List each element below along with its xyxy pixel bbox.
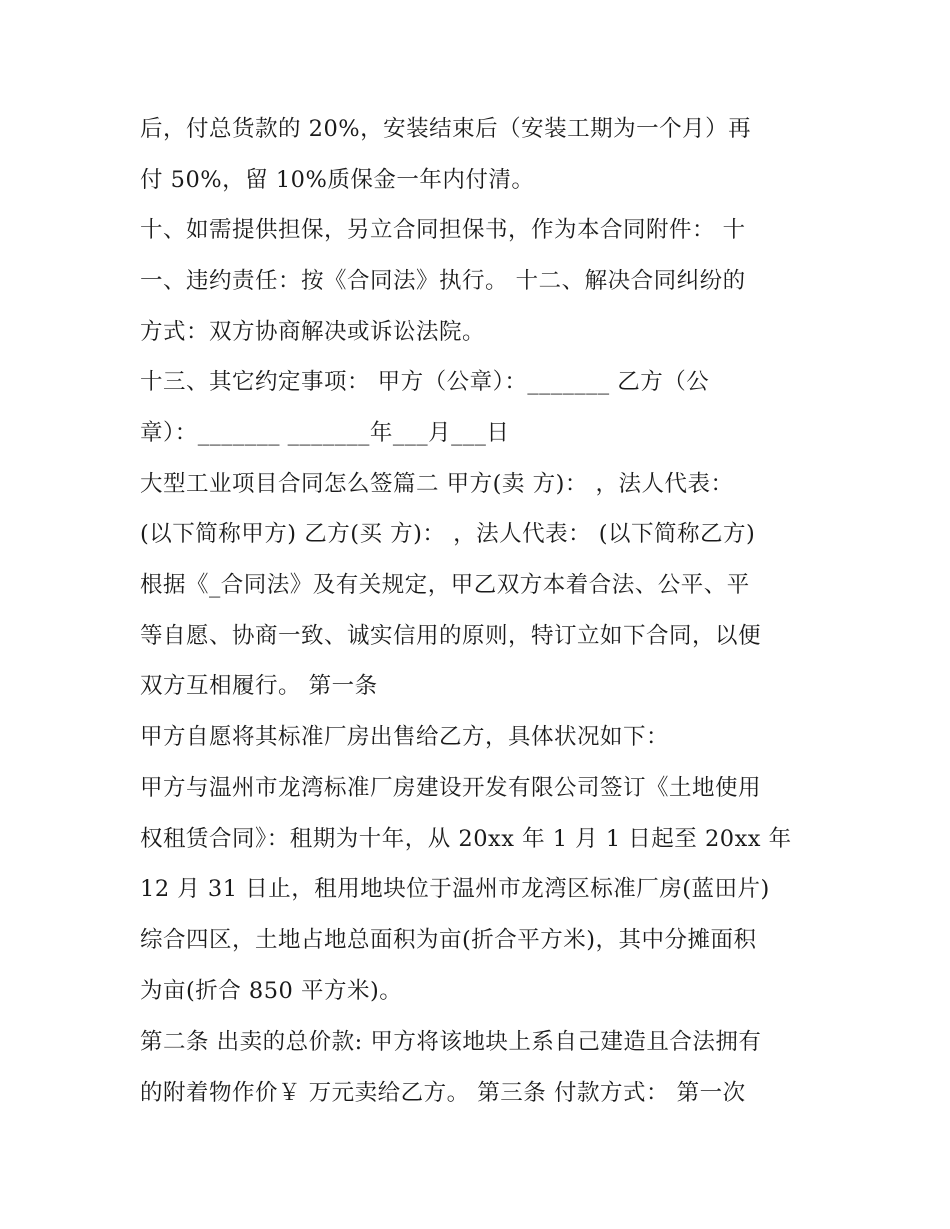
document-line: 甲方自愿将其标准厂房出售给乙方，具体状况如下：	[140, 724, 670, 750]
document-line: 方式：双方协商解决或诉讼法院。	[140, 319, 486, 345]
document-line: 一、违约责任：按《合同法》执行。 十二、解决合同纠纷的	[140, 268, 746, 294]
document-line: 章）：_______ _______年___月___日	[140, 420, 510, 446]
document-line: 等自愿、协商一致、诚实信用的原则，特订立如下合同，以便	[140, 623, 762, 649]
document-line: 付 50%，留 10%质保金一年内付清。	[140, 167, 535, 193]
document-line: 为亩(折合 850 平方米)。	[140, 978, 403, 1004]
document-line: 后，付总货款的 20%，安装结束后（安装工期为一个月）再	[140, 116, 752, 142]
document-line: 第二条 出卖的总价款: 甲方将该地块上系自己建造且合法拥有	[140, 1029, 762, 1055]
document-line: (以下简称甲方) 乙方(买 方)： ，法人代表： (以下简称乙方)	[140, 521, 756, 547]
document-line: 综合四区，土地占地总面积为亩(折合平方米)，其中分摊面积	[140, 927, 757, 953]
document-line: 甲方与温州市龙湾标准厂房建设开发有限公司签订《土地使用	[140, 775, 762, 801]
document-line: 的附着物作价￥ 万元卖给乙方。 第三条 付款方式： 第一次	[140, 1080, 746, 1106]
document-line: 十、如需提供担保，另立合同担保书，作为本合同附件： 十	[140, 217, 746, 243]
document-line: 十三、其它约定事项： 甲方（公章）：_______ 乙方（公	[140, 369, 710, 395]
document-line: 12 月 31 日止，租用地块位于温州市龙湾区标准厂房(蓝田片)	[140, 876, 770, 902]
document-line: 权租赁合同》：租期为十年，从 20xx 年 1 月 1 日起至 20xx 年	[140, 826, 792, 852]
document-line: 双方互相履行。 第一条	[140, 673, 378, 699]
document-line: 根据《_合同法》及有关规定，甲乙双方本着合法、公平、平	[140, 572, 750, 598]
document-line: 大型工业项目合同怎么签篇二 甲方(卖 方)： ，法人代表：	[140, 471, 734, 497]
